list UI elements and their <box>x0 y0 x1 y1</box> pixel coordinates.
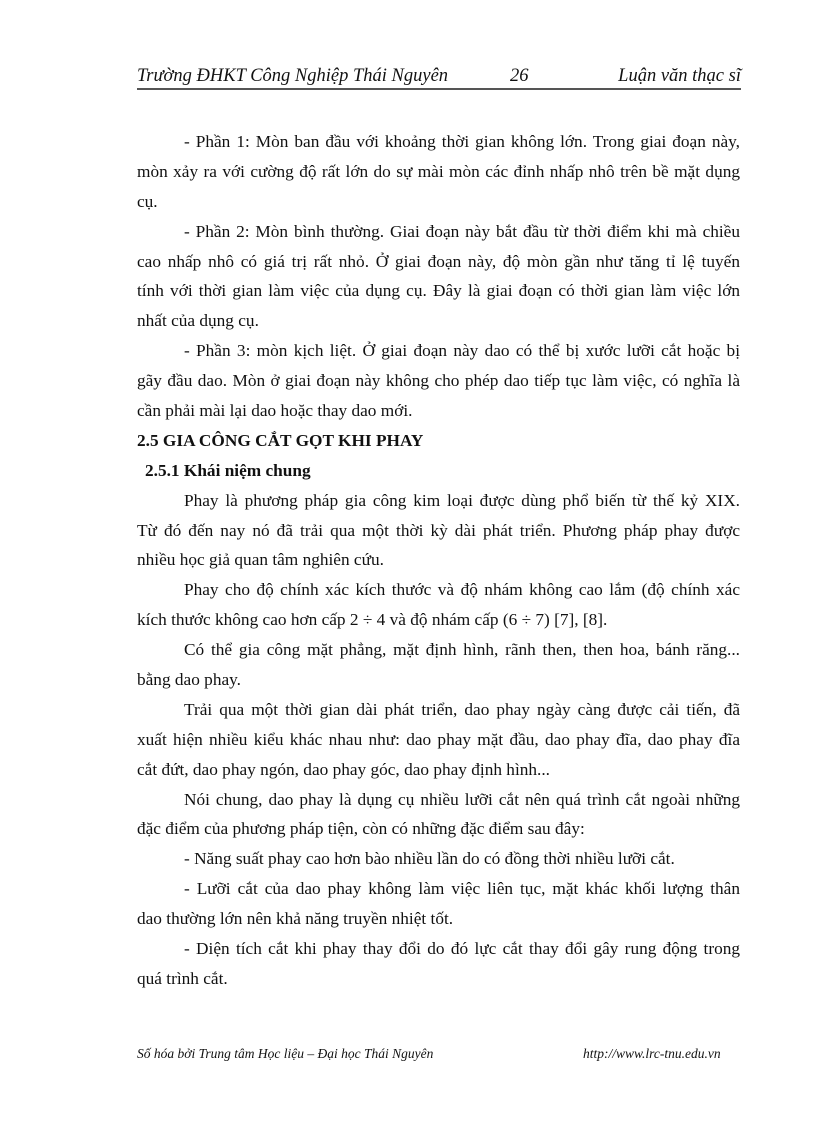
header-rule <box>137 88 741 90</box>
text-line: nhất của dụng cụ. <box>137 311 259 331</box>
paragraph <box>137 934 740 994</box>
text-line: 2.5 GIA CÔNG CẮT GỌT KHI PHAY <box>137 430 424 450</box>
paragraph <box>137 575 740 635</box>
text-line: - Lưỡi cắt của dao phay không làm việc liên tục, mặt khác khối lượng thân <box>184 879 740 899</box>
text-line: kích thước không cao hơn cấp 2 ÷ 4 và độ nhám cấp (6 ÷ 7) [7], [8]. <box>137 610 608 630</box>
page-body <box>137 127 740 994</box>
paragraph <box>137 127 740 217</box>
header-institution: Trường ĐHKT Công Nghiệp Thái Nguyên <box>137 66 449 86</box>
paragraph <box>137 874 740 934</box>
text-line: quá trình cắt. <box>137 968 228 988</box>
text-line: gãy đầu dao. Mòn ở giai đoạn này không cho phép dao tiếp tục làm việc, có nghĩa là <box>137 371 740 391</box>
text-line: cụ. <box>137 191 158 211</box>
paragraph <box>137 486 740 576</box>
text-line: cao nhấp nhô có giá trị rất nhỏ. Ở giai đoạn này, độ mòn gần như tăng tỉ lệ tuyến <box>137 251 740 271</box>
paragraph <box>137 785 740 845</box>
footer-url: http://www.lrc-tnu.edu.vn <box>583 1046 721 1061</box>
text-line: đặc điểm của phương pháp tiện, còn có những đặc điểm sau đây: <box>137 819 585 839</box>
header-document-type: Luận văn thạc sĩ <box>618 66 741 86</box>
text-line: mòn xảy ra với cường độ rất lớn do sự mài mòn các đỉnh nhấp nhô trên bề mặt dụng <box>137 161 740 181</box>
text-line: Nói chung, dao phay là dụng cụ nhiều lưỡi cắt nên quá trình cắt ngoài những <box>184 789 740 809</box>
text-line: cắt đứt, dao phay ngón, dao phay góc, dao phay định hình... <box>137 759 550 779</box>
section-heading <box>137 426 740 456</box>
paragraph <box>137 217 740 337</box>
text-line: - Diện tích cắt khi phay thay đổi do đó lực cắt thay đổi gây rung động trong <box>184 939 740 959</box>
paragraph <box>137 695 740 785</box>
text-line: Có thể gia công mặt phẳng, mặt định hình, rãnh then, then hoa, bánh răng... <box>184 640 740 660</box>
text-line: Trải qua một thời gian dài phát triển, dao phay ngày càng được cải tiến, đã <box>184 699 740 719</box>
text-line: xuất hiện nhiều kiểu khác nhau như: dao phay mặt đầu, dao phay đĩa, dao phay đĩa <box>137 729 740 749</box>
text-line: Phay cho độ chính xác kích thước và độ nhám không cao lắm (độ chính xác <box>184 580 740 600</box>
text-line: nhiều học giả quan tâm nghiên cứu. <box>137 550 384 570</box>
text-line: tính với thời gian làm việc của dụng cụ. Đây là giai đoạn có thời gian làm việc lớn <box>137 281 740 301</box>
text-line: Từ đó đến nay nó đã trải qua một thời kỳ dài phát triển. Phương pháp phay được <box>137 520 740 540</box>
footer-credit: Số hóa bởi Trung tâm Học liệu – Đại học Thái Nguyên <box>137 1046 434 1061</box>
text-line: cần phải mài lại dao hoặc thay dao mới. <box>137 401 413 421</box>
paragraph <box>137 844 740 874</box>
subsection-heading <box>137 456 740 486</box>
paragraph <box>137 635 740 695</box>
page-header <box>137 66 741 88</box>
text-line: Phay là phương pháp gia công kim loại được dùng phổ biến từ thế kỷ XIX. <box>184 490 740 510</box>
paragraph <box>137 336 740 426</box>
text-line: - Phần 2: Mòn bình thường. Giai đoạn này bắt đầu từ thời điểm khi mà chiều <box>184 221 740 241</box>
text-line: 2.5.1 Khái niệm chung <box>145 460 311 480</box>
text-line: - Năng suất phay cao hơn bào nhiều lần do có đồng thời nhiều lưỡi cắt. <box>184 849 675 869</box>
text-line: - Phần 3: mòn kịch liệt. Ở giai đoạn này dao có thể bị xước lưỡi cắt hoặc bị <box>184 341 740 361</box>
text-line: bằng dao phay. <box>137 670 241 690</box>
text-line: - Phần 1: Mòn ban đầu với khoảng thời gian không lớn. Trong giai đoạn này, <box>184 132 740 151</box>
text-line: dao thường lớn nên khả năng truyền nhiệt tốt. <box>137 909 454 929</box>
page-number: 26 <box>510 66 529 86</box>
